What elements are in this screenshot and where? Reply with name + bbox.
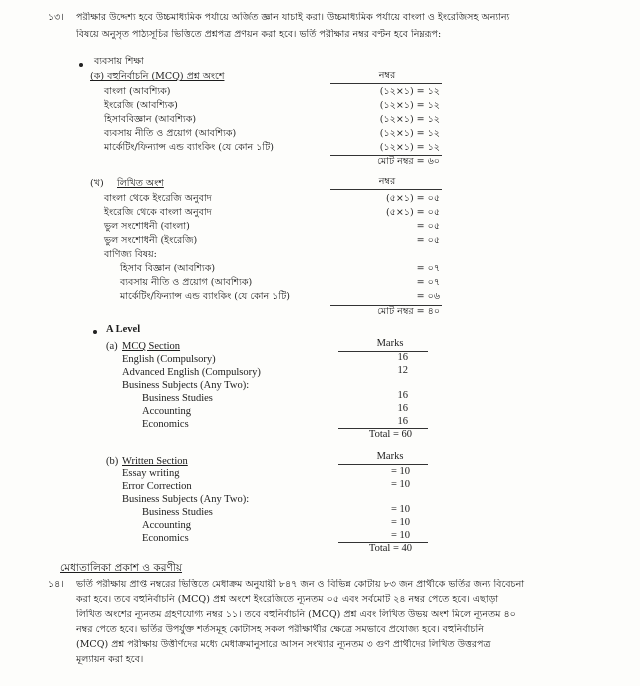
divider (330, 189, 442, 190)
business-written-row-value: (৫×১) = ০৫ (385, 207, 440, 218)
business-mcq-row-label: বাংলা (আবশ্যিক) (104, 86, 171, 97)
alevel-mcq-subrow-value: 16 (397, 416, 408, 427)
alevel-written-subrow-label: Accounting (142, 520, 191, 531)
business-commerce-label: বাণিজ্য বিষয়: (104, 249, 157, 260)
section-13-number: ১৩। (48, 12, 64, 23)
business-mcq-heading: (ক) বহুনির্বাচনি (MCQ) প্রশ্ন অংশে (90, 71, 225, 82)
business-written-row-label: বাংলা থেকে ইংরেজি অনুবাদ (104, 193, 212, 204)
section-13-line-1: পরীক্ষার উদ্দেশ্য হবে উচ্চমাধ্যমিক পর্যায়ে অর্জিত জ্ঞান যাচাই করা। উচ্চমাধ্যমিক পর্যায়ে বাংলা ও ইংরেজিসহ অন্যান্য (76, 12, 510, 23)
alevel-mcq-col-header: Marks (376, 338, 404, 349)
business-mcq-row-label: ব্যবসায় নীতি ও প্রয়োগ (আবশ্যিক) (104, 128, 237, 139)
divider (330, 83, 442, 84)
alevel-written-row-value: = 10 (390, 466, 410, 477)
business-written-total: মোট নম্বর = ৪০ (377, 306, 440, 317)
business-mcq-total: মোট নম্বর = ৬০ (377, 156, 440, 167)
merit-line: মূল্যায়ন করা হবে। (76, 654, 144, 665)
alevel-written-subrow-label: Business Studies (142, 507, 213, 518)
bullet-icon (79, 63, 83, 67)
alevel-written-subrow-value: = 10 (390, 530, 410, 541)
business-mcq-row-label: ইংরেজি (আবশ্যিক) (104, 100, 178, 111)
merit-line: করা হবে। তবে বহুনির্বাচনি (MCQ) প্রশ্ন অংশে ইংরেজিতে ন্যূনতম ০৫ এবং সর্বমোট ২৪ নম্বর পেতে হবে। এছাড়া (76, 594, 499, 605)
alevel-mcq-subrow-label: Economics (142, 419, 189, 430)
business-mcq-row-value: (১২×১) = ১২ (379, 86, 440, 97)
alevel-mcq-row-value: 12 (397, 365, 408, 376)
alevel-written-heading: Written Section (122, 456, 188, 467)
alevel-mcq-prefix: (a) (106, 341, 118, 352)
section-13-line-2: বিষয়ে অনুসৃত পাঠ্যসূচির ভিত্তিতে প্রশ্নপত্র প্রণয়ন করা হবে। ভর্তি পরীক্ষার নম্বর বণ্টন হবে নিম্নরূপ: (76, 29, 442, 40)
alevel-written-subrow-label: Economics (142, 533, 189, 544)
business-written-col-header: নম্বর (378, 176, 396, 187)
business-mcq-col-header: নম্বর (378, 70, 396, 81)
merit-line: নম্বর পেতে হবে। ভর্তির উপর্যুক্ত শর্তসমূহ কোটাসহ সকল পরীক্ষার্থীর ক্ষেত্রে সমভাবে প্রযোজ্য হবে। বহুনির্বাচনি (76, 624, 484, 635)
alevel-mcq-subrow-value: 16 (397, 403, 408, 414)
business-written-subrow-value: = ০৭ (416, 263, 440, 274)
merit-line: ভর্তি পরীক্ষায় প্রাপ্ত নম্বরের ভিত্তিতে মেধাক্রম অনুযায়ী ৮৪৭ জন ও বিভিন্ন কোটায় ৮৩ জন প্রার্থীকে ভর্তির জন্য বিবেচনা (76, 579, 525, 590)
alevel-mcq-heading: MCQ Section (122, 341, 181, 352)
alevel-mcq-subrow-label: Business Studies (142, 393, 213, 404)
business-mcq-row-label: মার্কেটিং/ফিন্যান্স এন্ড ব্যাংকিং (যে কোন ১টি) (104, 142, 274, 153)
alevel-written-col-header: Marks (376, 451, 404, 462)
alevel-mcq-row-label: Advanced English (Compulsory) (122, 367, 261, 378)
business-title: ব্যবসায় শিক্ষা (94, 56, 144, 67)
alevel-mcq-subrow-value: 16 (397, 390, 408, 401)
business-mcq-row-value: (১২×১) = ১২ (379, 100, 440, 111)
alevel-mcq-total: Total = 60 (368, 429, 412, 440)
alevel-written-subrow-value: = 10 (390, 517, 410, 528)
alevel-mcq-subrow-label: Accounting (142, 406, 191, 417)
business-written-row-label: ভুল সংশোধনী (বাংলা) (104, 221, 190, 232)
alevel-business-label: Business Subjects (Any Two): (122, 380, 250, 391)
business-mcq-row-label: হিসাববিজ্ঞান (আবশ্যিক) (104, 114, 197, 125)
business-written-row-value: = ০৫ (416, 221, 440, 232)
business-written-heading: লিখিত অংশ (117, 178, 164, 189)
alevel-business-label: Business Subjects (Any Two): (122, 494, 250, 505)
business-written-row-value: (৫×১) = ০৫ (385, 193, 440, 204)
business-written-row-label: ভুল সংশোধনী (ইংরেজি) (104, 235, 198, 246)
business-written-subrow-label: হিসাব বিজ্ঞান (আবশ্যিক) (120, 263, 216, 274)
business-mcq-row-value: (১২×১) = ১২ (379, 114, 440, 125)
alevel-written-total: Total = 40 (368, 543, 412, 554)
merit-line: লিখিত অংশের ন্যূনতম গ্রহণযোগ্য নম্বর ১১। তবে বহুনির্বাচনি (MCQ) প্রশ্ন এবং লিখিত উভয় অংশ মিলে ন্যূনতম ৪০ (76, 609, 516, 620)
alevel-mcq-row-value: 16 (397, 352, 408, 363)
business-written-subrow-value: = ০৬ (416, 291, 440, 302)
alevel-written-row-label: Error Correction (122, 481, 192, 492)
divider (338, 464, 428, 465)
business-written-subrow-label: মার্কেটিং/ফিন্যান্স এন্ড ব্যাংকিং (যে কোন ১টি) (120, 291, 290, 302)
business-written-subrow-label: ব্যবসায় নীতি ও প্রয়োগ (আবশ্যিক) (120, 277, 253, 288)
business-written-row-value: = ০৫ (416, 235, 440, 246)
merit-line: (MCQ) প্রশ্ন পরীক্ষায় উত্তীর্ণদের মধ্যে মেধাক্রমানুসারে আসন সংখ্যার ন্যূনতম ৩ গুণ প্রার্থীদের লিখিত উত্তরপত্র (76, 639, 491, 650)
business-written-prefix: (খ) (90, 178, 104, 189)
alevel-written-prefix: (b) (106, 456, 119, 467)
merit-title: মেধাতালিকা প্রকাশ ও করণীয় (60, 562, 183, 574)
alevel-written-row-label: Essay writing (122, 468, 180, 479)
bullet-icon (93, 330, 97, 334)
alevel-written-row-value: = 10 (390, 479, 410, 490)
section-14-number: ১৪। (48, 579, 64, 590)
alevel-title: A Level (106, 324, 141, 335)
business-written-subrow-value: = ০৭ (416, 277, 440, 288)
alevel-written-subrow-value: = 10 (390, 504, 410, 515)
business-written-row-label: ইংরেজি থেকে বাংলা অনুবাদ (104, 207, 212, 218)
business-mcq-row-value: (১২×১) = ১২ (379, 142, 440, 153)
business-mcq-row-value: (১২×১) = ১২ (379, 128, 440, 139)
alevel-mcq-row-label: English (Compulsory) (122, 354, 216, 365)
